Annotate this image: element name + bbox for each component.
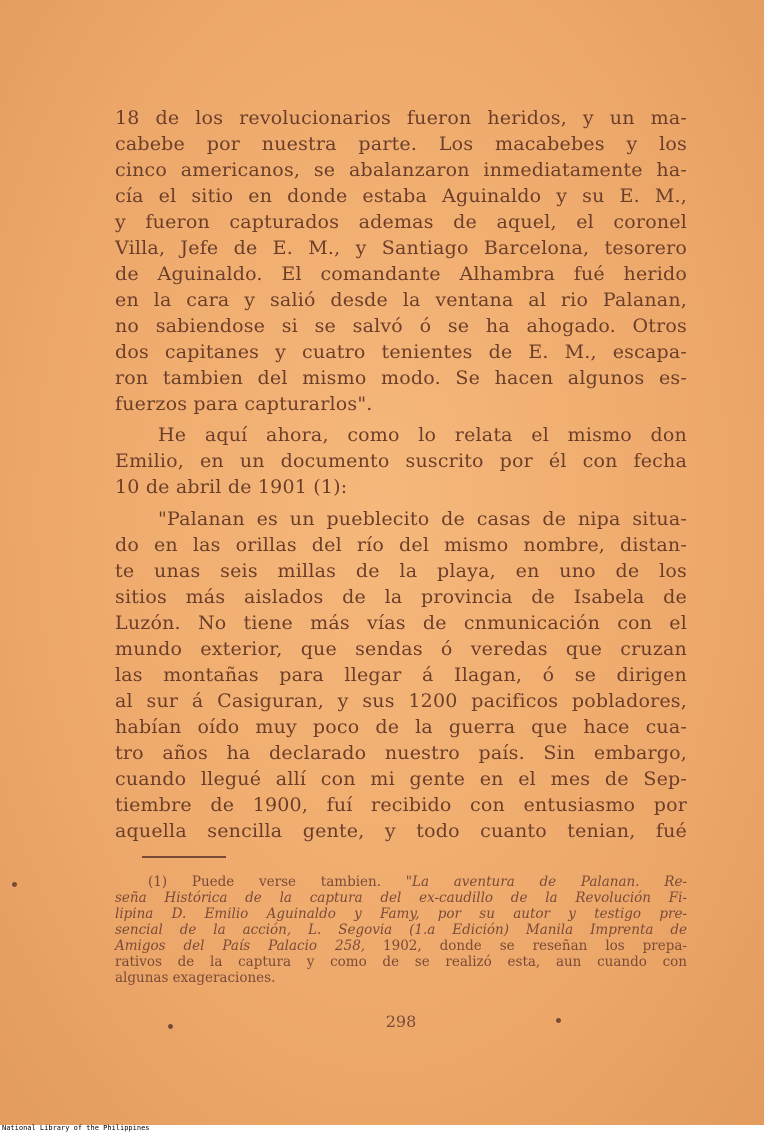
footnote-line [148,874,687,890]
footnote-line: rativos de la captura y como de se realizó esta, aun cuando con [115,954,687,970]
footnote-divider [142,856,226,858]
body-line: Villa, Jefe de E. M., y Santiago Barcelona, tesorero [115,237,687,259]
body-line: habían oído muy poco de la guerra que hace cua- [115,716,687,738]
page-number: 298 [385,1012,417,1031]
body-line: do en las orillas del río del mismo nombre, distan- [115,534,687,556]
footnote-line [115,906,687,922]
ink-spot [12,882,17,887]
footer-credit: National Library of the Philippines [2,1124,150,1132]
body-line: no sabiendose si se salvó ó se ha ahogado. Otros [115,315,687,337]
body-line: sitios más aislados de la provincia de Isabela de [115,586,687,608]
body-line: y fueron capturados ademas de aquel, el coronel [115,211,687,233]
footnote-italic: sencial de la acción, L. Segovia (1.a Edición) Manila Imprenta de [115,922,687,938]
body-line: las montañas para llegar á Ilagan, ó se dirigen [115,664,687,686]
body-line: te unas seis millas de la playa, en uno de los [115,560,687,582]
footer-bar [0,1125,764,1133]
footnote-italic: Amigos del País Palacio 258, [115,938,366,954]
footnote-line [115,938,687,954]
body-line: al sur á Casiguran, y sus 1200 pacificos pobladores, [115,690,687,712]
body-line: mundo exterior, que sendas ó veredas que cruzan [115,638,687,660]
body-line: aquella sencilla gente, y todo cuanto tenian, fué [115,820,687,842]
body-line: en la cara y salió desde la ventana al rio Palanan, [115,289,687,311]
footnote-italic: lipina D. Emilio Aguinaldo y Famy, por su autor y testigo pre- [115,906,687,922]
body-line: tiembre de 1900, fuí recibido con entusiasmo por [115,794,687,816]
footnote-line: algunas exageraciones. [115,970,276,986]
footnote-italic: La aventura de Palanan. Re- [411,874,687,890]
body-line: cabebe por nuestra parte. Los macabebes y los [115,133,687,155]
body-line: cía el sitio en donde estaba Aguinaldo y su E. M., [115,185,687,207]
footnote-line [115,890,687,906]
body-line: He aquí ahora, como lo relata el mismo don [158,424,687,446]
body-line: "Palanan es un pueblecito de casas de nipa situa- [158,508,687,530]
body-line: dos capitanes y cuatro tenientes de E. M., escapa- [115,341,687,363]
footnote-italic: seña Histórica de la captura del ex-caudillo de la Revolución Fi- [115,890,687,906]
body-line: de Aguinaldo. El comandante Alhambra fué herido [115,263,687,285]
body-line: cinco americanos, se abalanzaron inmediatamente ha- [115,159,687,181]
body-line: 10 de abril de 1901 (1): [115,476,348,498]
footnote-line [115,922,687,938]
ink-spot [168,1024,173,1029]
body-line: Luzón. No tiene más vías de cnmunicación con el [115,612,687,634]
footnote-text: 1902, donde se reseñan los prepa- [365,938,687,954]
body-line: Emilio, en un documento suscrito por él con fecha [115,450,687,472]
body-line: tro años ha declarado nuestro país. Sin embargo, [115,742,687,764]
footnote-text: (1) Puede verse tambien. " [148,874,412,890]
body-line: fuerzos para capturarlos". [115,393,373,415]
body-line: ron tambien del mismo modo. Se hacen algunos es- [115,367,687,389]
ink-spot [556,1018,561,1023]
body-line: 18 de los revolucionarios fueron heridos, y un ma- [115,107,687,129]
body-line: cuando llegué allí con mi gente en el mes de Sep- [115,768,687,790]
